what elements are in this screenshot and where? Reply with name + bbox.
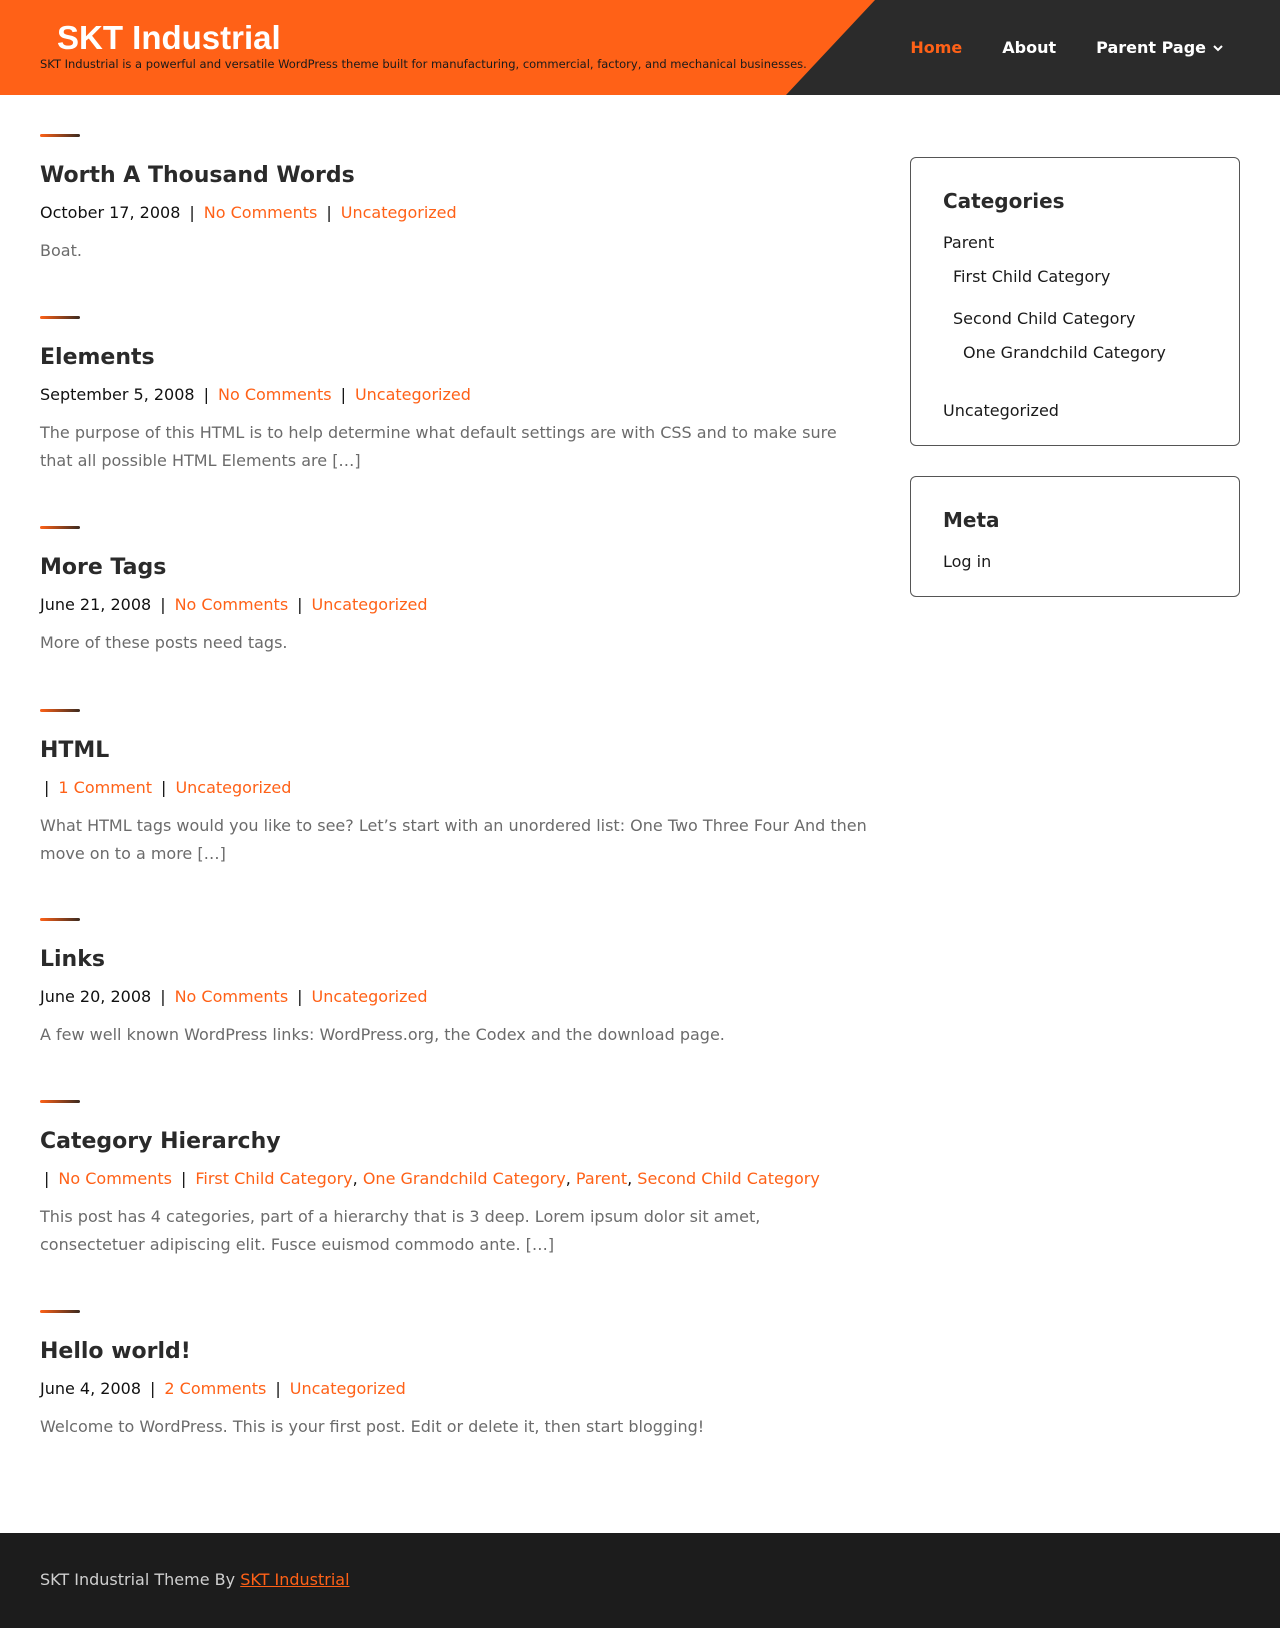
footer-credit [40,1570,350,1589]
site-header [0,0,1280,95]
meta-separator: | [326,203,332,222]
post-date: June 21, 2008 [40,595,152,614]
meta-separator: | [160,595,166,614]
site-title[interactable]: SKT Industrial [57,19,281,56]
post [40,1310,870,1441]
category-link[interactable]: Uncategorized [340,203,457,222]
categories-widget [910,157,1240,446]
post-meta [40,1167,870,1191]
post-title[interactable]: Elements [40,345,155,370]
comments-link[interactable]: No Comments [203,203,318,222]
category-separator: , [627,1169,638,1188]
nav-label: About [1002,38,1057,57]
category-item[interactable]: Second Child Category [953,309,1136,328]
meta-list [943,551,1207,573]
meta-separator: | [189,203,195,222]
post-title[interactable]: Links [40,947,105,972]
category-item[interactable]: First Child Category [953,267,1111,286]
post-date: June 4, 2008 [40,1379,141,1398]
post-accent-bar [40,134,80,137]
post-accent-bar [40,918,80,921]
main-nav [910,38,1224,57]
category-link[interactable]: Parent [575,1169,628,1188]
category-link[interactable]: Uncategorized [311,987,428,1006]
meta-separator: | [180,1169,187,1188]
post-excerpt: This post has 4 categories, part of a hierarchy that is 3 deep. Lorem ipsum dolor sit amet, consectetuer adipiscing elit. Fusce euismod commodo ante. […] [40,1207,761,1254]
meta-separator: | [203,385,209,404]
nav-item-about[interactable] [1002,38,1056,57]
nav-label: Parent Page [1096,38,1206,57]
category-link[interactable]: Second Child Category [637,1169,820,1188]
post-excerpt: Boat. [40,241,82,260]
comments-link[interactable]: No Comments [174,595,289,614]
meta-separator: | [160,987,166,1006]
post-excerpt: Welcome to WordPress. This is your first post. Edit or delete it, then start blogging! [40,1417,705,1436]
post-meta [40,776,870,800]
category-link[interactable]: Uncategorized [175,778,292,797]
post-accent-bar [40,709,80,712]
post-meta [40,383,870,407]
post [40,316,870,475]
post-accent-bar [40,316,80,319]
chevron-down-icon [1212,42,1224,54]
login-link[interactable]: Log in [943,552,992,571]
category-list [943,232,1207,422]
footer-text: SKT Industrial Theme By [40,1570,241,1589]
post-meta [40,985,870,1009]
category-separator: , [352,1169,363,1188]
comments-link[interactable]: No Comments [58,1169,172,1188]
site-footer [0,1533,1280,1628]
category-link[interactable]: Uncategorized [354,385,471,404]
post [40,134,870,265]
category-item[interactable]: Uncategorized [943,401,1059,420]
post-date: June 20, 2008 [40,987,152,1006]
comments-link[interactable]: No Comments [217,385,332,404]
post-meta [40,201,870,225]
nav-item-parent-page[interactable] [1096,38,1224,57]
category-separator: , [565,1169,576,1188]
meta-separator: | [44,1169,50,1188]
category-item[interactable]: Parent [943,233,995,252]
post [40,526,870,657]
post-title[interactable]: More Tags [40,555,167,580]
post-title[interactable]: HTML [40,738,110,763]
widget-title: Meta [943,508,1000,532]
footer-link[interactable]: SKT Industrial [240,1570,350,1589]
category-link[interactable]: First Child Category [195,1169,353,1188]
post-title[interactable]: Hello world! [40,1339,191,1364]
post-meta [40,593,870,617]
comments-link[interactable]: 2 Comments [164,1379,267,1398]
meta-separator: | [44,778,50,797]
post-excerpt: More of these posts need tags. [40,633,288,652]
meta-separator: | [340,385,346,404]
comments-link[interactable]: No Comments [174,987,289,1006]
post-accent-bar [40,526,80,529]
post [40,709,870,868]
widget-title: Categories [943,189,1065,213]
post [40,918,870,1049]
meta-widget [910,476,1240,597]
meta-separator: | [161,778,167,797]
post-title[interactable]: Worth A Thousand Words [40,163,355,188]
post-accent-bar [40,1310,80,1313]
meta-separator: | [297,987,303,1006]
post-date: October 17, 2008 [40,203,181,222]
post-date: September 5, 2008 [40,385,195,404]
post-title[interactable]: Category Hierarchy [40,1129,281,1154]
nav-label: Home [910,38,963,57]
post-excerpt: The purpose of this HTML is to help determine what default settings are with CSS and to make sure that all possible HTML Elements are […] [40,423,837,470]
category-link[interactable]: Uncategorized [289,1379,406,1398]
post-accent-bar [40,1100,80,1103]
meta-separator: | [150,1379,156,1398]
site-tagline: SKT Industrial is a powerful and versatile WordPress theme built for manufacturing, commercial, factory, and mechanical businesses. [40,57,807,71]
post-excerpt: What HTML tags would you like to see? Let’s start with an unordered list: One Two Three Four And then move on to a more […] [40,816,867,863]
post-meta [40,1377,870,1401]
nav-item-home[interactable] [910,38,962,57]
comments-link[interactable]: 1 Comment [58,778,153,797]
post [40,1100,870,1259]
category-link[interactable]: Uncategorized [311,595,428,614]
category-link[interactable]: One Grandchild Category [362,1169,566,1188]
meta-separator: | [297,595,303,614]
meta-separator: | [275,1379,281,1398]
category-item[interactable]: One Grandchild Category [963,343,1166,362]
post-excerpt: A few well known WordPress links: WordPress.org, the Codex and the download page. [40,1025,725,1044]
